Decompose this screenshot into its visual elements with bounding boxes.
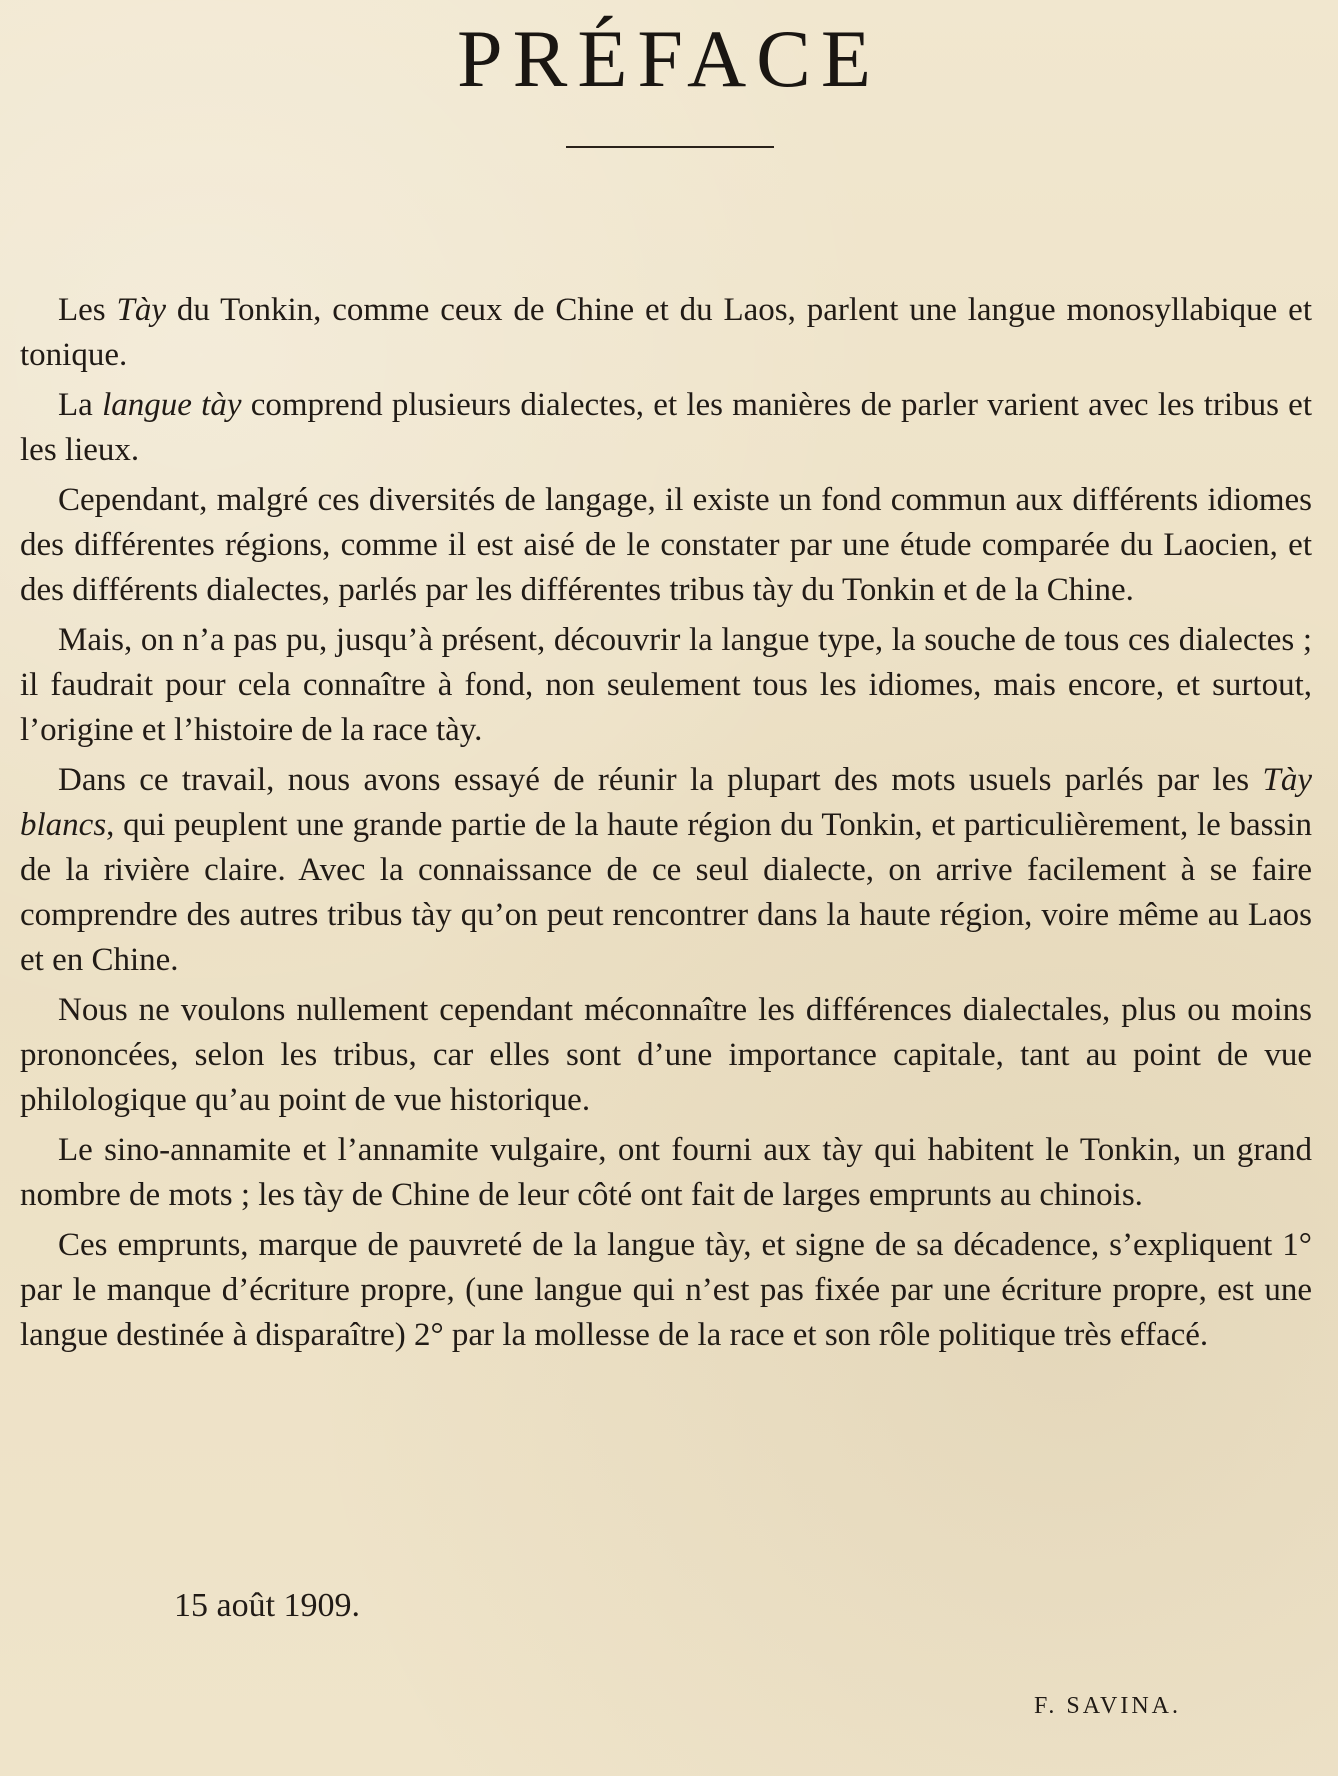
paragraph-2-text-1: La (58, 387, 103, 423)
paragraph-6-text: Nous ne voulons nullement cependant méconnaître les différences dialectales, plus ou moins prononcées, selon les tribus, car elles sont d’une importance capitale, tant au point de vue philologique qu’au point de vue historique. (20, 992, 1312, 1118)
paragraph-2 (20, 383, 1312, 473)
paragraph-4 (20, 618, 1312, 753)
paragraph-7-text: Le sino-annamite et l’annamite vulgaire, ont fourni aux tày qui habitent le Tonkin, un grand nombre de mots ; les tày de Chine de leur côté ont fait de larges emprunts au chinois. (20, 1132, 1312, 1213)
paragraph-2-text-2: comprend plusieurs dialectes, et les manières de parler varient avec les tribus et les lieux. (20, 387, 1312, 468)
preface-body (20, 288, 1312, 1358)
paragraph-5-text-1: Dans ce travail, nous avons essayé de réunir la plupart des mots usuels parlés par les (58, 762, 1263, 798)
paragraph-8-text: Ces emprunts, marque de pauvreté de la langue tày, et signe de sa décadence, s’expliquent 1° par le manque d’écriture propre, (une langue qui n’est pas fixée par une écriture propre, est une langue destinée à disparaître) 2° par la mollesse de la race et son rôle politique très effacé. (20, 1227, 1312, 1353)
paragraph-1-text-2: du Tonkin, comme ceux de Chine et du Laos, parlent une langue monosyllabique et tonique. (20, 292, 1312, 373)
paragraph-1-text-1: Les (58, 292, 117, 328)
paragraph-1-italic-tay: Tày (116, 292, 166, 328)
paragraph-5-text-2: , qui peuplent une grande partie de la haute région du Tonkin, et particulièrement, le bassin de la rivière claire. Avec la connaissance de ce seul dialecte, on arrive facilement à se faire comprendre des autres tribus tày qu’on peut rencontrer dans la haute région, voire même au Laos et en Chine. (20, 807, 1312, 978)
paragraph-2-italic-langue-tay: langue tày (102, 387, 242, 423)
paragraph-3 (20, 478, 1312, 613)
paragraph-5 (20, 758, 1312, 983)
page-title: PRÉFACE (457, 13, 881, 104)
paragraph-4-text: Mais, on n’a pas pu, jusqu’à présent, découvrir la langue type, la souche de tous ces dialectes ; il faudrait pour cela connaître à fond, non seulement tous les idiomes, mais encore, et surtout, l’origine et l’histoire de la race tày. (20, 622, 1312, 748)
paragraph-8 (20, 1223, 1312, 1358)
title-divider (566, 146, 774, 148)
date-line: 15 août 1909. (174, 1587, 361, 1624)
paragraph-6 (20, 988, 1312, 1123)
paragraph-7 (20, 1128, 1312, 1218)
paragraph-1 (20, 288, 1312, 378)
paragraph-3-text: Cependant, malgré ces diversités de langage, il existe un fond commun aux différents idiomes des différentes régions, comme il est aisé de le constater par une étude comparée du Laocien, et des différents dialectes, parlés par les différentes tribus tày du Tonkin et de la Chine. (20, 482, 1312, 608)
paragraph-5-italic-tay-blancs: Tày blancs (20, 762, 1312, 843)
signature: F. SAVINA. (1034, 1693, 1181, 1719)
